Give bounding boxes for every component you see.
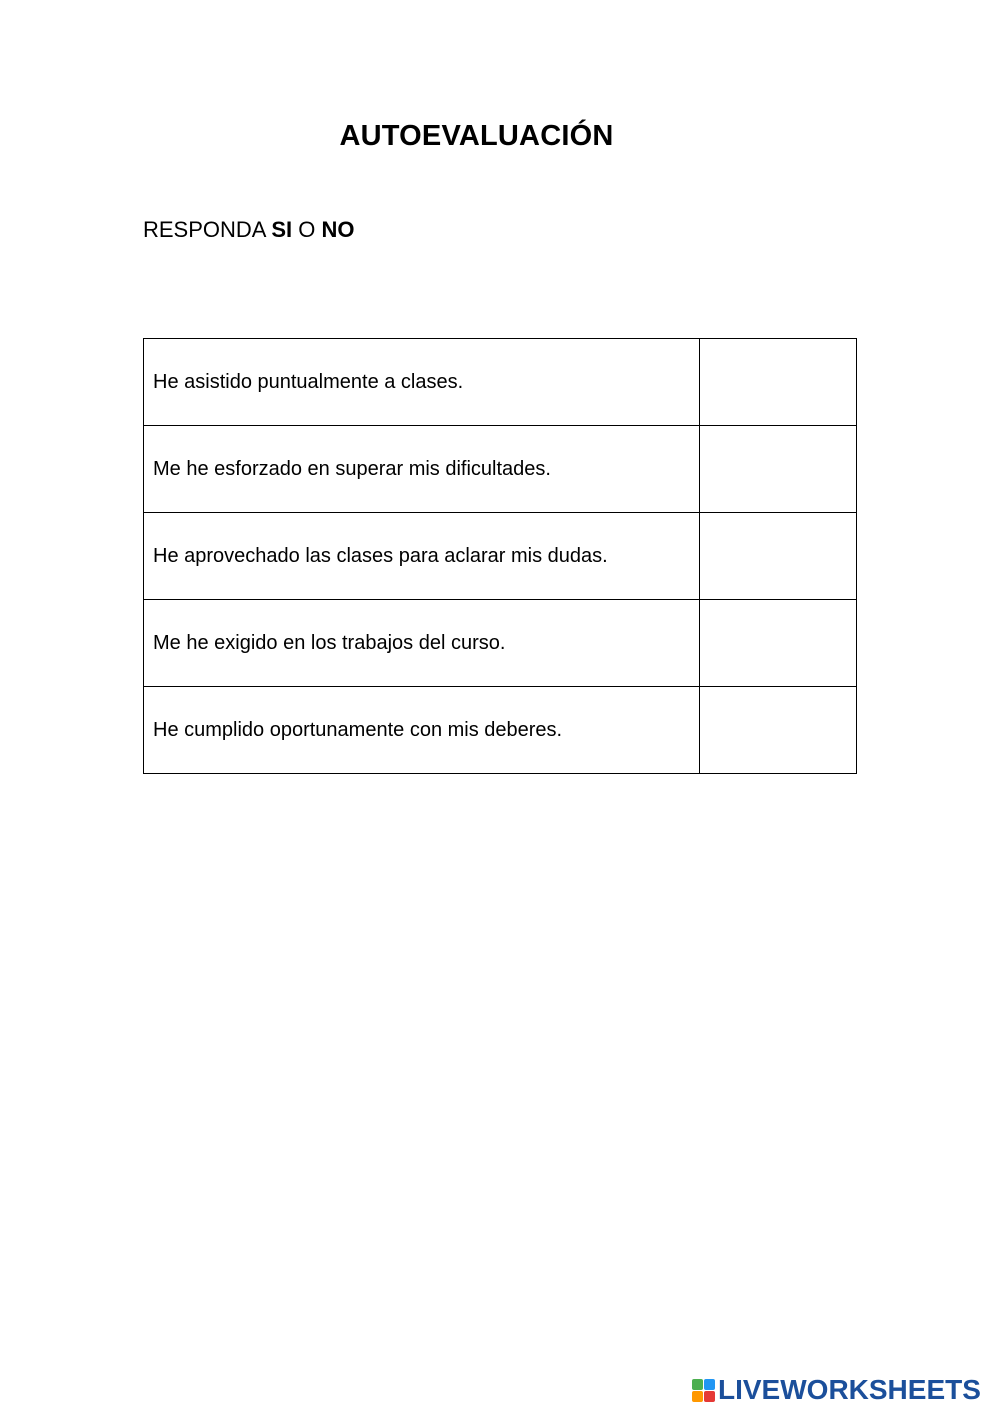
option-yes: SI — [271, 217, 293, 242]
instruction-prefix: RESPONDA — [143, 217, 272, 242]
liveworksheets-brand — [692, 1373, 981, 1407]
answer-input[interactable] — [700, 687, 856, 773]
question-text: He asistido puntualmente a clases. — [144, 339, 700, 426]
question-text: He cumplido oportunamente con mis deberes. — [144, 687, 700, 774]
table-row — [144, 600, 857, 687]
answer-input[interactable] — [700, 339, 856, 425]
table-row — [144, 687, 857, 774]
answer-cell — [700, 513, 857, 600]
evaluation-table — [143, 338, 857, 774]
answer-input[interactable] — [700, 426, 856, 512]
logo-square — [704, 1379, 715, 1390]
table-row — [144, 426, 857, 513]
brand-name: LIVEWORKSHEETS — [718, 1374, 981, 1405]
logo-square — [692, 1379, 703, 1390]
liveworksheets-logo-icon — [692, 1379, 715, 1402]
answer-cell — [700, 339, 857, 426]
table-row — [144, 513, 857, 600]
question-text: He aprovechado las clases para aclarar mis dudas. — [144, 513, 700, 600]
logo-square — [692, 1391, 703, 1402]
answer-cell — [700, 426, 857, 513]
question-text: Me he esforzado en superar mis dificultades. — [144, 426, 700, 513]
instruction-connector: O — [292, 217, 322, 242]
answer-input[interactable] — [700, 600, 856, 686]
page-title: AUTOEVALUACIÓN — [339, 120, 614, 152]
answer-cell — [700, 687, 857, 774]
answer-cell — [700, 600, 857, 687]
question-text: Me he exigido en los trabajos del curso. — [144, 600, 700, 687]
option-no: NO — [321, 217, 355, 242]
table-row — [144, 339, 857, 426]
answer-input[interactable] — [700, 513, 856, 599]
logo-square — [704, 1391, 715, 1402]
instruction-text — [143, 217, 355, 243]
